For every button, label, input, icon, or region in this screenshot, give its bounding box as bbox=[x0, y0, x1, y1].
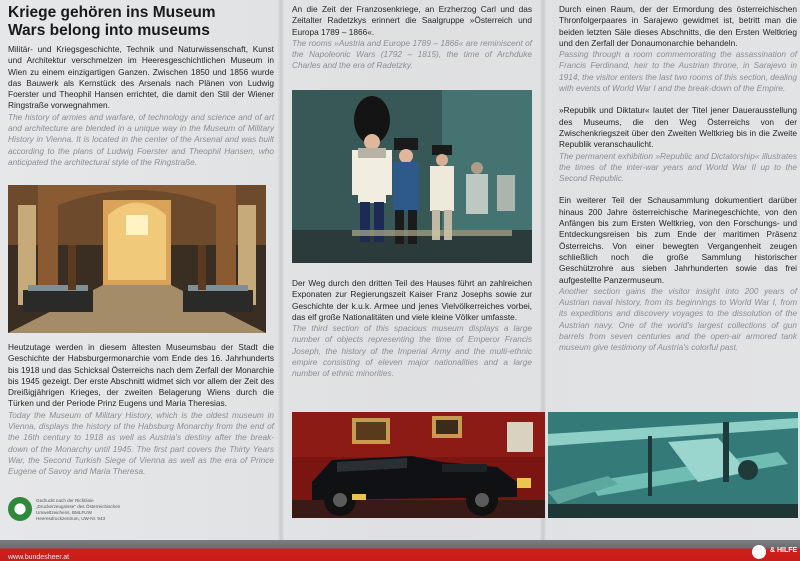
paragraph-english: Another section gains the visitor insight into 200 years of Austrian naval history, from its beginnings to World War I, from its expeditions and discovery voyages to the dissolution of the Austrian navy. One of the world's largest collections of gun barrels from seven centuries and the open-air armored tank museum give testimony of Austria's colorful past. bbox=[559, 285, 797, 353]
paragraph-english: The third section of this spacious museum displays a large number of objects representing the time of Emperor Francis Joseph, the history of the Imperial Army and the multi-ethnic empire consisting of eleven major nationalities and a large number of ethnic minorities. bbox=[292, 323, 532, 379]
sarajevo-car-photo bbox=[292, 412, 545, 518]
title-german: Kriege gehören ins Museum bbox=[8, 4, 216, 21]
column-2 bbox=[292, 0, 532, 72]
paragraph-german: Durch einen Raum, der der Ermordung des österreichischen Thronfolgerpaares in Sarajewo gewidmet ist, betritt man die beiden letzten Säle dieses Abschnitts, die den Ersten Weltkrieg und den Zerfall der Donaumonarchie behandeln. bbox=[559, 4, 797, 48]
eco-label-text: Gedruckt nach der Richtlinie „Druckerzeugnisse" des Österreichischen Umweltzeichens, BMLFUW Heeresdruckzentrum, UW-Nr. 943 bbox=[36, 498, 121, 521]
column-2-lower bbox=[292, 278, 532, 380]
eco-label bbox=[8, 497, 128, 527]
paragraph-english: The rooms »Austria and Europe 1789 – 1866« are reminiscent of the Napoleonic Wars (1792 – 1815), the time of Archduke Charles and the era of Radetzky. bbox=[292, 37, 532, 71]
paragraph-german: Militär- und Kriegsgeschichte, Technik und Naturwissenschaft, Kunst und Architektur verschmelzen im Heeresgeschichtlichen Museum in Wien zu einem einzigartigen Ganzen. Zwischen 1850 und 1856 wurde das Bauwerk als Kernstück des Arsenals nach Plänen von Ludwig Foerster und Theophil Hansen errichtet, die damit den Stil der Wiener Ringstraße vorwegnahmen. bbox=[8, 44, 274, 111]
paragraph-english: The history of armies and warfare, of technology and science and of art and architecture are blended in a unique way in the Museum of Military History in Vienna. It is located in the center of the Arsenal and was built according to the plans of Ludwig Foerster and Theophil Hansen, who anticipated the architectural style of the Ringstraße. bbox=[8, 111, 274, 167]
uniforms-display-photo bbox=[292, 90, 532, 263]
museum-hall-photo bbox=[8, 185, 266, 333]
paragraph-german: Heutzutage werden in diesem ältesten Museumsbau der Stadt die Geschichte der Habsburgermonarchie vom Ende des 16. Jahrhunderts bis 1918 und das Schicksal Österreichs nach dem Zerfall der Monarchie bis 1945 gezeigt. Der erste Abschnitt widmet sich vor allem der Zeit des Dreißigjährigen Krieges, der zweiten Belagerung Wiens durch die Türken und der Periode Prinz Eugens und Maria Theresias. bbox=[8, 342, 274, 409]
title-english: Wars belong into museums bbox=[8, 22, 210, 39]
paragraph-german: An die Zeit der Franzosenkriege, an Erzherzog Carl und das Zeitalter Radetzkys erinnert die Saalgruppe »Österreich und Europa 1789 – 1866«. bbox=[292, 4, 532, 37]
footer-url[interactable]: www.bundesheer.at bbox=[8, 554, 70, 561]
page-fold bbox=[278, 0, 284, 540]
page-title bbox=[8, 4, 274, 40]
bundesheer-logo-icon bbox=[752, 545, 766, 559]
aircraft-hall-photo bbox=[548, 412, 798, 518]
eco-badge-icon bbox=[8, 497, 32, 521]
column-1-lower bbox=[8, 342, 274, 478]
paragraph-german: »Republik und Diktatur« lautet der Titel jener Dauerausstellung des Museums, die den Weg Österreichs von der Zwischenkriegszeit über den Zweiten Weltkrieg bis in die Zweite Republik veranschaulicht. bbox=[559, 105, 797, 150]
column-1 bbox=[8, 0, 274, 168]
footer-logo-text: & HILFE bbox=[770, 547, 798, 554]
paragraph-english: Passing through a room commemorating the assassination of Francis Ferdinand, heir to the Austrian throne, in Sarajevo in 1914, the visitor enters the last two rooms of this section, dealing with events of World War I and the break-down of the Empire. bbox=[559, 49, 797, 94]
paragraph-english: Today the Museum of Military History, which is the oldest museum in Vienna, displays the history of the Habsburg Monarchy from the end of the 16th century to 1918 as well as Austria's destiny after the break-down of the Monarchy until 1945. The first part covers the Thirty Years War, the Second Turkish Siege of Vienna as well as the era of Prince Eugene of Savoy and Maria Theresa. bbox=[8, 409, 274, 477]
paragraph-german: Der Weg durch den dritten Teil des Hauses führt an zahlreichen Exponaten zur Regierungszeit Kaiser Franz Josephs sowie zur Geschichte der k.u.k. Armee und jenes Vielvölkerreiches vorbei, das elf große Nationalitäten und viele kleine Völker umfasste. bbox=[292, 278, 532, 322]
paragraph-german: Ein weiterer Teil der Schausammlung dokumentiert darüber hinaus 200 Jahre österreichische Marinegeschichte, von den Anfängen bis zum Ersten Weltkrieg, von den Forschungs- und Entdeckungsreisen bis zum Ende der maritimen Präsenz Österreichs. Von einer bewegten Vergangenheit zeugen schließlich noch die große Sammlung historischer Geschützrohre aus sieben Jahrhunderten sowie das frei aufgestellte Panzermuseum. bbox=[559, 195, 797, 285]
footer-bar bbox=[0, 540, 800, 561]
paragraph-english: The permanent exhibition »Republic and Dictatorship« illustrates the times of the inter-war years and World War II up to the Second Republic. bbox=[559, 150, 797, 184]
column-3 bbox=[559, 0, 797, 354]
